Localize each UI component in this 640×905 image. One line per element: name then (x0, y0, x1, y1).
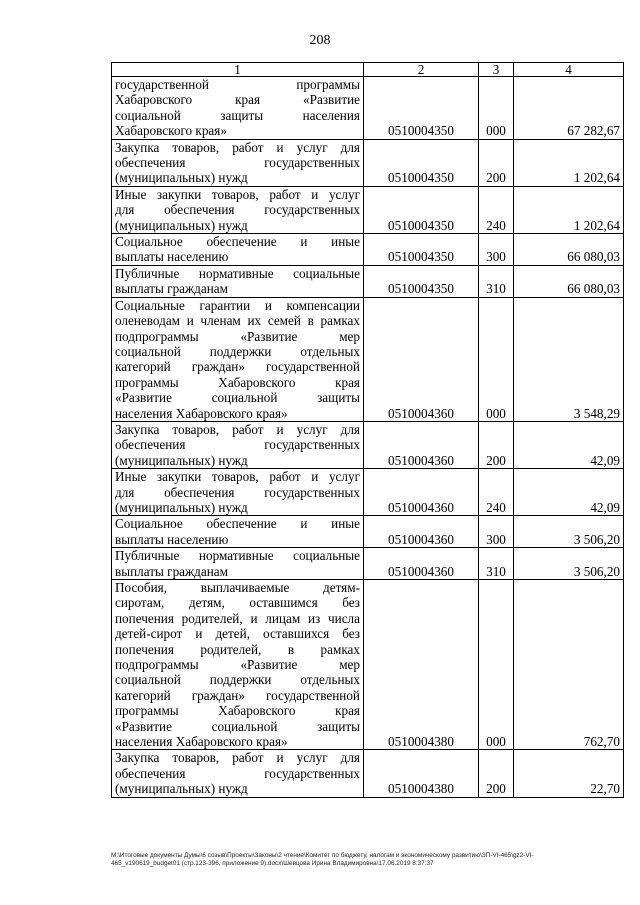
row-name-line: программы Хабаровского края (115, 374, 360, 390)
row-name-line: (муниципальных) нужд (115, 217, 248, 233)
row-name-line: категорий граждан» государственной (115, 687, 360, 703)
row-name-line: Иные закупки товаров, работ и услуг (115, 186, 360, 202)
row-name-cell (112, 186, 364, 233)
row-name-line: детей-сирот и детей, оставшихся без (115, 626, 360, 642)
row-name-line: для обеспечения государственных (115, 484, 360, 500)
row-type-cell: 240 (479, 469, 514, 516)
row-name-line: Пособия, выплачиваемые детям- (115, 580, 360, 595)
row-type-cell: 310 (479, 265, 514, 297)
row-amount-cell: 3 548,29 (514, 297, 624, 421)
row-name-cell (112, 421, 364, 468)
row-name-line: Хабаровского края» (115, 123, 227, 139)
page-number: 208 (309, 33, 331, 48)
table-row (112, 139, 624, 186)
row-type-cell: 000 (479, 580, 514, 750)
row-name-line: Публичные нормативные социальные (115, 548, 360, 564)
table-row (112, 750, 624, 797)
table-row (112, 186, 624, 233)
footer-line: М:\Итоговые документы Думы\6 созыв\Проекты\Законы\2 чтение\Комитет по бюджету, налогам и экономическому развитию\ЗП-VI-465\gz2-VI- (111, 852, 534, 859)
row-name-line: для обеспечения государственных (115, 202, 360, 218)
row-type-cell: 200 (479, 139, 514, 186)
row-amount-cell: 42,09 (514, 421, 624, 468)
row-name-line: обеспечения государственных (115, 155, 360, 171)
table-row (112, 516, 624, 548)
row-name-cell (112, 548, 364, 580)
row-name-line: Социальное обеспечение и иные (115, 516, 360, 532)
row-name-line: выплаты населению (115, 531, 229, 547)
row-amount-cell: 1 202,64 (514, 186, 624, 233)
table-row (112, 234, 624, 266)
row-code-cell: 0510004350 (364, 77, 479, 140)
row-name-line: подпрограммы «Развитие мер (115, 328, 360, 344)
row-name-line: выплаты гражданам (115, 563, 228, 579)
footer-line: 465_v190619_budget01 (стр.123-396, приложение 9).docx\Шевцова Ирина Владимировна\17.06.2019 8:37:37 (111, 860, 434, 867)
row-name-line: населения Хабаровского края» (115, 734, 288, 750)
header-col-1: 1 (112, 63, 364, 77)
header-col-2: 2 (364, 63, 479, 77)
row-name-line: Закупка товаров, работ и услуг для (115, 421, 360, 437)
row-code-cell: 0510004360 (364, 297, 479, 421)
row-name-cell (112, 234, 364, 266)
row-name-line: государственной программы (115, 77, 360, 92)
row-amount-cell: 762,70 (514, 580, 624, 750)
row-type-cell: 300 (479, 234, 514, 266)
table-row (112, 548, 624, 580)
table-row (112, 77, 624, 140)
row-name-cell (112, 77, 364, 140)
row-name-cell (112, 265, 364, 297)
row-name-line: подпрограммы «Развитие мер (115, 657, 360, 673)
table-body (112, 77, 624, 798)
row-code-cell: 0510004360 (364, 469, 479, 516)
row-amount-cell: 67 282,67 (514, 77, 624, 140)
row-code-cell: 0510004360 (364, 516, 479, 548)
row-name-line: «Развитие социальной защиты (115, 390, 360, 406)
row-name-line: «Развитие социальной защиты (115, 718, 360, 734)
row-name-line: Публичные нормативные социальные (115, 265, 360, 281)
row-name-cell (112, 139, 364, 186)
row-type-cell: 200 (479, 421, 514, 468)
row-name-line: населения Хабаровского края» (115, 405, 288, 421)
table-row (112, 469, 624, 516)
row-type-cell: 300 (479, 516, 514, 548)
row-name-line: категорий граждан» государственной (115, 359, 360, 375)
row-name-line: Закупка товаров, работ и услуг для (115, 750, 360, 766)
row-type-cell: 240 (479, 186, 514, 233)
row-name-line: обеспечения государственных (115, 765, 360, 781)
header-col-3: 3 (479, 63, 514, 77)
row-name-line: выплаты гражданам (115, 281, 228, 297)
row-name-line: (муниципальных) нужд (115, 781, 248, 797)
row-name-line: (муниципальных) нужд (115, 499, 248, 515)
row-amount-cell: 3 506,20 (514, 516, 624, 548)
row-code-cell: 0510004350 (364, 265, 479, 297)
row-type-cell: 000 (479, 77, 514, 140)
table-row (112, 421, 624, 468)
file-path-footer (111, 852, 623, 868)
row-name-line: Социальные гарантии и компенсации (115, 297, 360, 313)
budget-table (111, 62, 624, 798)
row-name-line: оленеводам и членам их семей в рамках (115, 313, 360, 329)
row-name-line: обеспечения государственных (115, 437, 360, 453)
row-name-cell (112, 750, 364, 797)
row-code-cell: 0510004350 (364, 186, 479, 233)
row-amount-cell: 1 202,64 (514, 139, 624, 186)
row-code-cell: 0510004350 (364, 234, 479, 266)
row-amount-cell: 22,70 (514, 750, 624, 797)
row-code-cell: 0510004360 (364, 421, 479, 468)
row-name-line: Социальное обеспечение и иные (115, 234, 360, 250)
row-code-cell: 0510004380 (364, 750, 479, 797)
row-name-line: сиротам, детям, оставшимся без (115, 595, 360, 611)
row-name-line: Закупка товаров, работ и услуг для (115, 139, 360, 155)
row-name-line: (муниципальных) нужд (115, 170, 248, 186)
row-name-cell (112, 469, 364, 516)
row-name-line: попечения родителей, в рамках (115, 641, 360, 657)
table-row (112, 297, 624, 421)
header-row (112, 63, 624, 77)
row-name-line: Хабаровского края «Развитие (115, 92, 360, 108)
row-name-line: программы Хабаровского края (115, 703, 360, 719)
row-name-cell (112, 297, 364, 421)
row-amount-cell: 66 080,03 (514, 234, 624, 266)
row-amount-cell: 66 080,03 (514, 265, 624, 297)
row-name-line: социальной поддержки отдельных (115, 343, 360, 359)
row-code-cell: 0510004350 (364, 139, 479, 186)
row-code-cell: 0510004360 (364, 548, 479, 580)
row-name-line: социальной поддержки отдельных (115, 672, 360, 688)
row-amount-cell: 3 506,20 (514, 548, 624, 580)
table-row (112, 265, 624, 297)
row-name-cell (112, 516, 364, 548)
row-type-cell: 000 (479, 297, 514, 421)
table-row (112, 580, 624, 750)
row-type-cell: 310 (479, 548, 514, 580)
row-amount-cell: 42,09 (514, 469, 624, 516)
row-name-cell (112, 580, 364, 750)
row-name-line: попечения родителей, и лицам из числа (115, 610, 360, 626)
row-code-cell: 0510004380 (364, 580, 479, 750)
row-name-line: выплаты населению (115, 249, 229, 265)
header-col-4: 4 (514, 63, 624, 77)
row-type-cell: 200 (479, 750, 514, 797)
row-name-line: (муниципальных) нужд (115, 452, 248, 468)
row-name-line: социальной защиты населения (115, 107, 360, 123)
row-name-line: Иные закупки товаров, работ и услуг (115, 469, 360, 485)
